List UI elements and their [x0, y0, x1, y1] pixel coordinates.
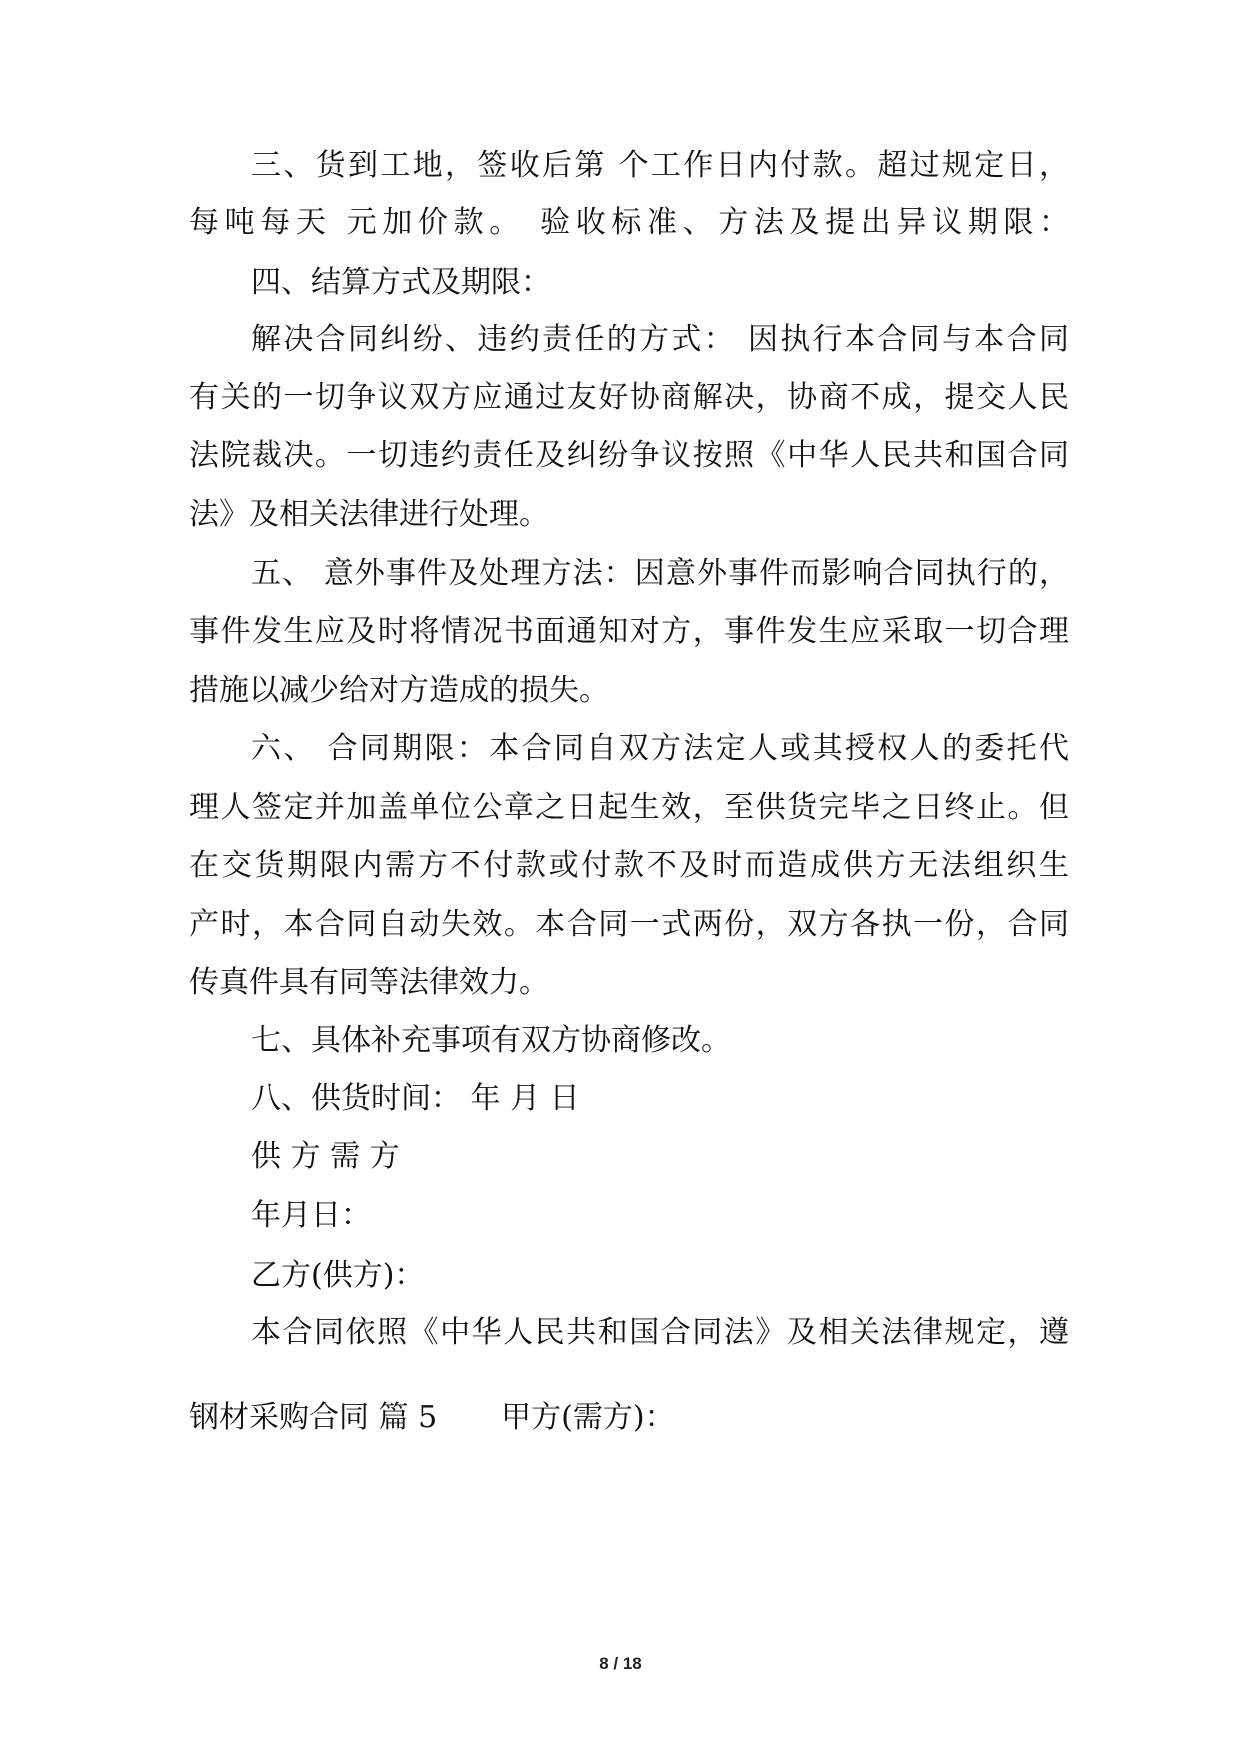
contract-intro-line-1: 本合同依照《中华人民共和国合同法》及相关法律规定，遵	[251, 1315, 1069, 1350]
contract-title: 钢材采购合同 篇 5	[189, 1400, 438, 1435]
clause-5-line-2: 事件发生应及时将情况书面通知对方，事件发生应采取一切合理	[189, 614, 1069, 649]
clause-6-line-3: 在交货期限内需方不付款或付款不及时而造成供方无法组织生	[189, 848, 1069, 883]
party-b-label: 乙方(供方)：	[251, 1258, 425, 1293]
signature-date: 年月日：	[251, 1198, 371, 1233]
clause-7: 七、具体补充事项有双方协商修改。	[251, 1023, 731, 1058]
clause-5-line-3: 措施以减少给对方造成的损失。	[189, 673, 609, 708]
dispute-clause-line-4: 法》及相关法律进行处理。	[189, 497, 549, 532]
clause-3-line-1: 三、货到工地，签收后第 个工作日内付款。超过规定日，	[251, 148, 1069, 183]
dispute-clause-line-3: 法院裁决。一切违约责任及纠纷争议按照《中华人民共和国合同	[189, 438, 1069, 473]
clause-5-line-1: 五、 意外事件及处理方法：因意外事件而影响合同执行的，	[251, 556, 1069, 591]
clause-6-line-1: 六、 合同期限：本合同自双方法定人或其授权人的委托代	[251, 731, 1069, 766]
clause-6-line-2: 理人签定并加盖单位公章之日起生效，至供货完毕之日终止。但	[189, 790, 1069, 825]
page-number: 8 / 18	[599, 1654, 642, 1673]
dispute-clause-line-2: 有关的一切争议双方应通过友好协商解决，协商不成，提交人民	[189, 380, 1069, 415]
clause-3-line-2: 每吨每天 元加价款。 验收标准、方法及提出异议期限：	[189, 205, 1069, 240]
clause-4-heading: 四、结算方式及期限：	[251, 265, 551, 300]
clause-8-supply-time: 八、供货时间： 年 月 日	[251, 1081, 580, 1116]
dispute-clause-line-1: 解决合同纠纷、违约责任的方式： 因执行本合同与本合同	[251, 322, 1069, 357]
clause-6-line-5: 传真件具有同等法律效力。	[189, 965, 549, 1000]
contract-heading	[189, 1398, 1069, 1438]
party-a-label: 甲方(需方)：	[501, 1400, 675, 1435]
signature-parties: 供 方 需 方	[251, 1139, 400, 1174]
clause-6-line-4: 产时，本合同自动失效。本合同一式两份，双方各执一份，合同	[189, 907, 1069, 942]
